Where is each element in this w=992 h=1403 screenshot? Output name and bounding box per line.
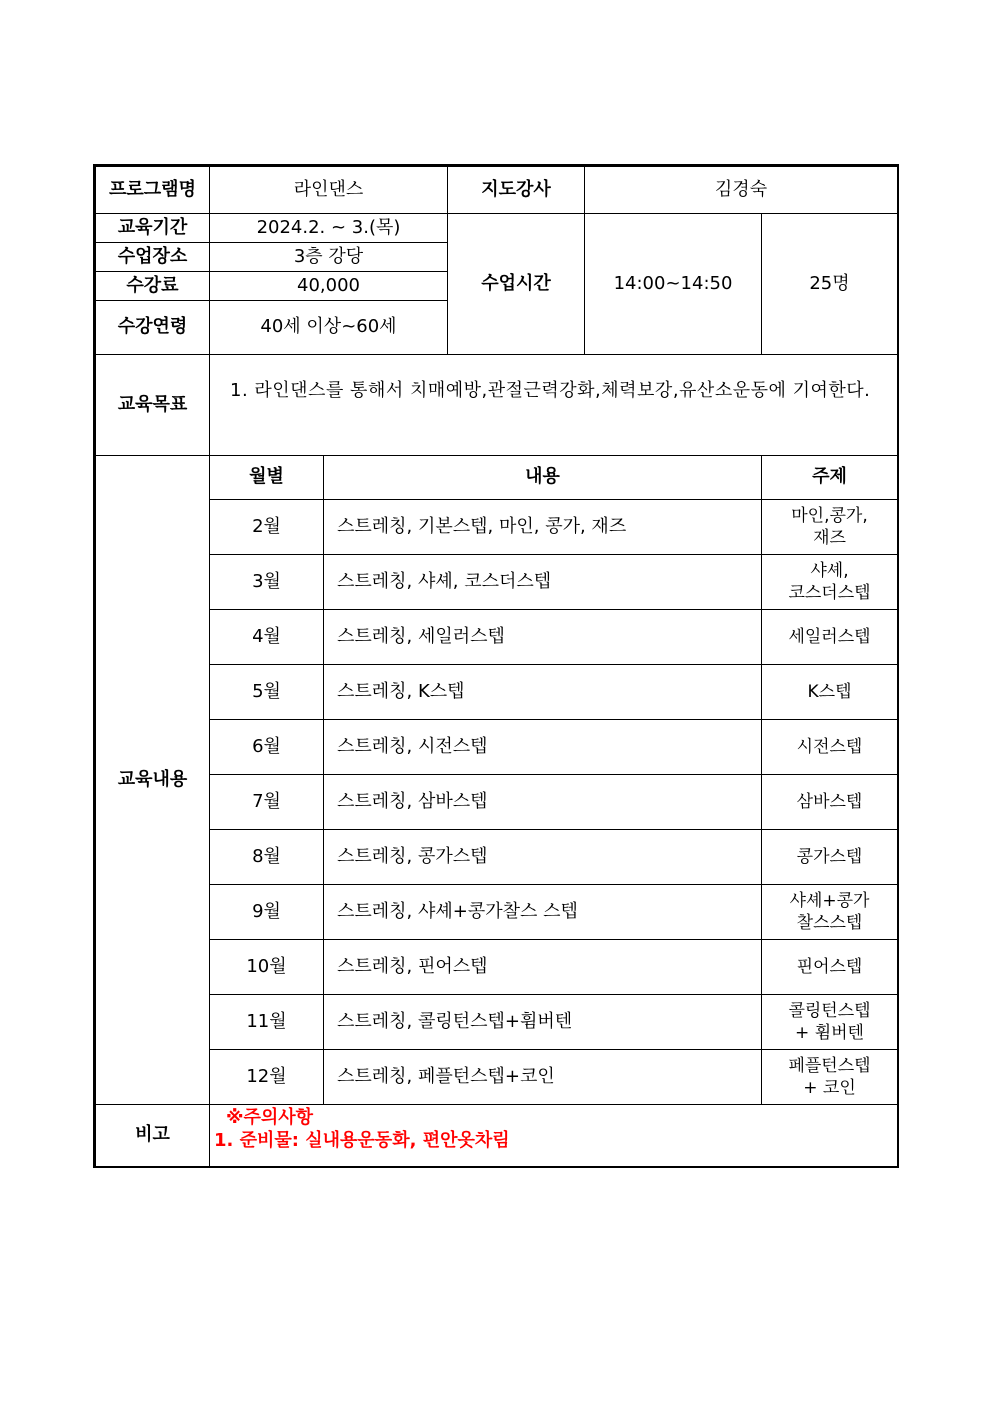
month-cell: 9월 xyxy=(210,885,324,940)
capacity-value: 25명 xyxy=(762,214,898,355)
column-header-month: 월별 xyxy=(210,456,324,500)
content-cell: 스트레칭, 콜링턴스텝+휨버텐 xyxy=(324,995,762,1050)
month-cell: 3월 xyxy=(210,555,324,610)
goal-label: 교육목표 xyxy=(96,355,210,456)
instructor-name: 김경숙 xyxy=(585,167,898,214)
table-row xyxy=(96,500,898,555)
place-label: 수업장소 xyxy=(96,243,210,272)
topic-line: K스텝 xyxy=(807,681,852,702)
table-row xyxy=(96,830,898,885)
topic-line: 핀어스텝 xyxy=(796,956,863,977)
goal-text: 1. 라인댄스를 통해서 치매예방,관절근력강화,체력보강,유산소운동에 기여한다. xyxy=(230,380,871,401)
topic-line: 페플턴스텝 xyxy=(788,1055,871,1076)
topic-line: 코스더스텝 xyxy=(788,583,871,603)
topic-line: 샤셰, xyxy=(810,560,849,581)
month-cell: 4월 xyxy=(210,610,324,665)
content-cell: 스트레칭, 기본스텝, 마인, 콩가, 재즈 xyxy=(324,500,762,555)
age-label: 수강연령 xyxy=(96,301,210,355)
remarks-label: 비고 xyxy=(96,1105,210,1167)
course-info-table xyxy=(95,166,898,1167)
topic-cell xyxy=(762,1050,898,1105)
content-cell: 스트레칭, 콩가스텝 xyxy=(324,830,762,885)
fee-value: 40,000 xyxy=(210,272,448,301)
month-cell: 8월 xyxy=(210,830,324,885)
column-header-content: 내용 xyxy=(324,456,762,500)
table-row xyxy=(96,1050,898,1105)
remarks-item: 1. 준비물: 실내용운동화, 편안옷차림 xyxy=(214,1129,510,1151)
topic-cell xyxy=(762,995,898,1050)
month-cell: 7월 xyxy=(210,775,324,830)
content-cell: 스트레칭, 시전스텝 xyxy=(324,720,762,775)
month-cell: 12월 xyxy=(210,1050,324,1105)
table-row xyxy=(96,665,898,720)
topic-cell xyxy=(762,720,898,775)
remarks-warning: ※주의사항 xyxy=(226,1107,314,1128)
content-cell: 스트레칭, 샤셰, 코스더스텝 xyxy=(324,555,762,610)
topic-cell xyxy=(762,665,898,720)
topic-cell xyxy=(762,940,898,995)
table-row xyxy=(96,555,898,610)
program-label: 프로그램명 xyxy=(96,167,210,214)
content-cell: 스트레칭, 삼바스텝 xyxy=(324,775,762,830)
place-value: 3층 강당 xyxy=(210,243,448,272)
topic-cell xyxy=(762,885,898,940)
topic-line: 시전스텝 xyxy=(796,736,863,757)
topic-line: 콜링턴스텝 xyxy=(788,1000,871,1021)
instructor-label: 지도강사 xyxy=(448,167,585,214)
topic-cell xyxy=(762,775,898,830)
topic-line: 삼바스텝 xyxy=(796,791,863,812)
topic-line: 재즈 xyxy=(813,528,846,548)
topic-line: + 휨버텐 xyxy=(795,1023,864,1043)
month-cell: 2월 xyxy=(210,500,324,555)
topic-cell xyxy=(762,500,898,555)
goal-cell xyxy=(210,355,898,456)
table-row xyxy=(96,775,898,830)
table-row xyxy=(96,995,898,1050)
month-cell: 6월 xyxy=(210,720,324,775)
content-cell: 스트레칭, 샤셰+콩가찰스 스텝 xyxy=(324,885,762,940)
fee-label: 수강료 xyxy=(96,272,210,301)
month-cell: 11월 xyxy=(210,995,324,1050)
content-cell: 스트레칭, 페플턴스텝+코인 xyxy=(324,1050,762,1105)
curriculum-label: 교육내용 xyxy=(96,456,210,1105)
topic-cell xyxy=(762,610,898,665)
table-row xyxy=(96,720,898,775)
program-name: 라인댄스 xyxy=(210,167,448,214)
topic-line: 샤셰+콩가 xyxy=(789,890,870,911)
content-cell: 스트레칭, 세일러스텝 xyxy=(324,610,762,665)
remarks-cell xyxy=(210,1105,898,1167)
topic-line: 찰스스텝 xyxy=(796,913,863,933)
column-header-topic: 주제 xyxy=(762,456,898,500)
class-time-value: 14:00~14:50 xyxy=(585,214,762,355)
topic-cell xyxy=(762,830,898,885)
month-cell: 10월 xyxy=(210,940,324,995)
content-cell: 스트레칭, K스텝 xyxy=(324,665,762,720)
class-time-label: 수업시간 xyxy=(448,214,585,355)
period-label: 교육기간 xyxy=(96,214,210,243)
month-cell: 5월 xyxy=(210,665,324,720)
course-info-sheet xyxy=(93,164,899,1168)
table-row xyxy=(96,885,898,940)
period-value: 2024.2. ~ 3.(목) xyxy=(210,214,448,243)
topic-line: 세일러스텝 xyxy=(788,626,871,647)
table-row xyxy=(96,610,898,665)
table-row xyxy=(96,940,898,995)
topic-cell xyxy=(762,555,898,610)
age-value: 40세 이상~60세 xyxy=(210,301,448,355)
topic-line: 콩가스텝 xyxy=(796,846,863,867)
topic-line: 마인,콩가, xyxy=(791,505,868,526)
content-cell: 스트레칭, 핀어스텝 xyxy=(324,940,762,995)
topic-line: + 코인 xyxy=(803,1078,856,1098)
